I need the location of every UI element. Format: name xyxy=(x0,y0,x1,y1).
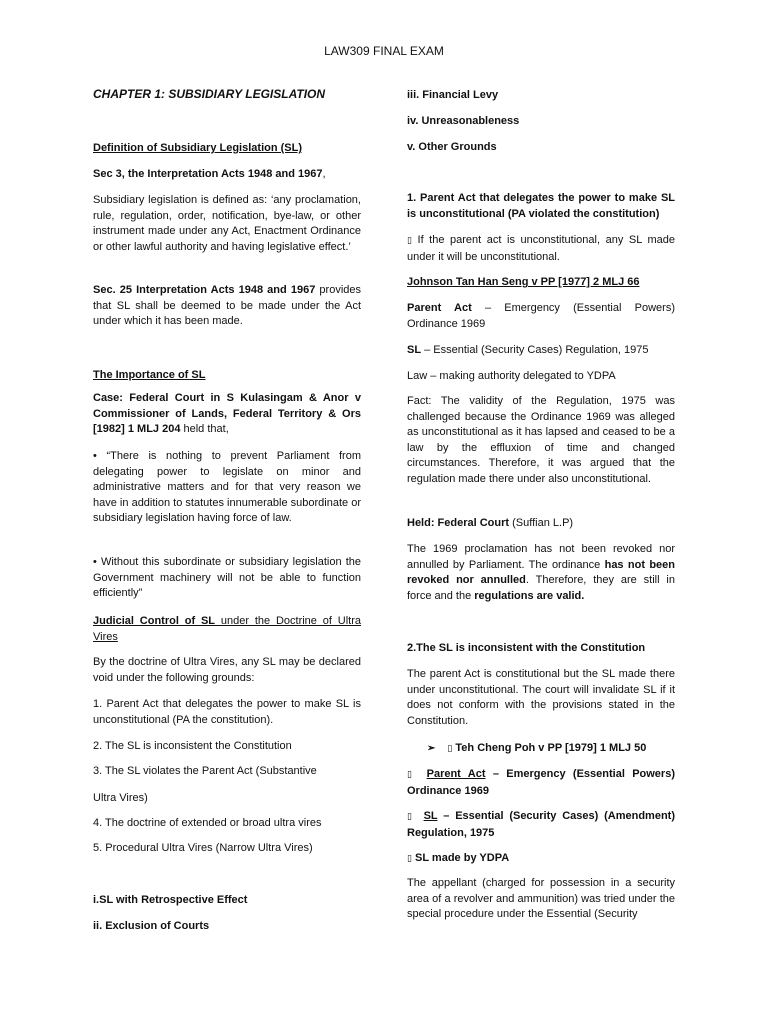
ground-5: 5. Procedural Ultra Vires (Narrow Ultra Vires) xyxy=(93,842,313,854)
subground-ii: ii. Exclusion of Courts xyxy=(93,920,210,932)
sl-text: – Essential (Security Cases) Regulation, 1975 xyxy=(421,344,649,356)
held-rest: (Suffian L.P) xyxy=(509,517,574,529)
parent-act-2-text: – Emergency (Essential Powers) Ordinance 1969 xyxy=(407,768,675,797)
parent-act-text: – Emergency (Essential Powers) Ordinance 1969 xyxy=(407,302,675,330)
point-1-text xyxy=(407,233,675,265)
page-title: LAW309 FINAL EXAM xyxy=(324,44,444,58)
checkbox-glyph-icon: ▯ xyxy=(407,854,412,864)
law-making-line: Law – making authority delegated to YDPA xyxy=(407,370,616,382)
sec3-bold: Sec 3, the Interpretation Acts 1948 and 1967 xyxy=(93,168,323,180)
subground-v: v. Other Grounds xyxy=(407,141,497,153)
checkbox-glyph-icon: ▯ xyxy=(407,812,412,822)
fact-paragraph: Fact: The validity of the Regulation, 1975 was challenged because the Ordinance 1969 was alleged as unconstitutional as it has lapsed and ceased to be a law by the effluxion of time and changed circumstances. Therefore, it was argued that the regulation made there under also unconstitutional. xyxy=(407,395,675,485)
judicial-control-bold: Judicial Control of SL xyxy=(93,615,216,627)
point-2-text: The parent Act is constitutional but the SL made there under unconstitutional. The court will invalidate SL if it does not conform with the provisions stated in the Constitution. xyxy=(407,668,675,727)
arrow-bullet-icon: ➢ xyxy=(427,743,436,754)
judicial-control-heading xyxy=(93,614,361,645)
judicial-control-rest: under the Doctrine of Ultra Vires xyxy=(93,615,361,643)
parent-act-2-line xyxy=(407,767,675,799)
case-paragraph xyxy=(93,391,361,438)
sec25-paragraph xyxy=(93,283,361,330)
quote-bullet-2: • Without this subordinate or subsidiary legislation the Government machinery will not be able to function efficiently” xyxy=(93,556,361,599)
proclamation-b: has not been revoked nor annulled xyxy=(407,558,675,586)
subground-i: i.SL with Retrospective Effect xyxy=(93,894,248,906)
sec3-line xyxy=(93,167,361,183)
case-2-heading: Teh Cheng Poh v PP [1979] 1 MLJ 50 xyxy=(455,742,647,754)
ground-3-cont: Ultra Vires) xyxy=(93,792,148,804)
subground-iii: iii. Financial Levy xyxy=(407,89,499,101)
point-2-heading: 2.The SL is inconsistent with the Constitution xyxy=(407,642,646,654)
ground-2: 2. The SL is inconsistent the Constitution xyxy=(93,740,292,752)
sec25-text: provides that SL shall be deemed to be made under the Act under which it has been made. xyxy=(93,284,361,327)
quote-bullet-1: • “There is nothing to prevent Parliament from delegating power to legislate on minor and administrative matters and for that very reason we have in addition to statutes innumerable subordinate or subsidiary legislation having force of law. xyxy=(93,450,361,524)
case-1-heading: Johnson Tan Han Seng v PP [1977] 2 MLJ 66 xyxy=(407,276,640,288)
parent-act-label: Parent Act xyxy=(407,302,472,314)
proclamation-d: regulations are valid. xyxy=(474,589,585,602)
proclamation-a: The 1969 proclamation has not been revoked nor annulled by Parliament. The ordinance xyxy=(407,543,675,571)
sec25-bold: Sec. 25 Interpretation Acts 1948 and 1967 xyxy=(93,284,316,296)
point-1-heading: 1. Parent Act that delegates the power to make SL is unconstitutional (PA violated the constitution) xyxy=(407,192,675,220)
chapter-heading: CHAPTER 1: SUBSIDIARY LEGISLATION xyxy=(93,87,326,101)
held-bold: Held: Federal Court xyxy=(407,517,510,529)
sl-made-text: SL made by YDPA xyxy=(415,852,510,864)
checkbox-glyph-icon: ▯ xyxy=(407,236,412,246)
sl-2-text: – Essential (Security Cases) (Amendment) Regulation, 1975 xyxy=(407,810,675,839)
sl-2-label: SL xyxy=(423,810,438,822)
point-1-body: If the parent act is unconstitutional, any SL made under it will be unconstitutional. xyxy=(407,234,675,263)
case-tail: held that, xyxy=(180,423,229,435)
subground-iv: iv. Unreasonableness xyxy=(407,115,520,127)
sec3-tail: , xyxy=(322,168,326,180)
held-line xyxy=(407,516,675,532)
sl-2-line xyxy=(407,809,675,841)
sl-line xyxy=(407,343,675,359)
appellant-paragraph: The appellant (charged for possession in a security area of a revolver and ammunition) was tried under the special procedure under the Essential (Security xyxy=(407,877,675,920)
case-citation: Case: Federal Court in S Kulasingam & Anor v Commissioner of Lands, Federal Territory & Ors [1982] 1 MLJ 204 xyxy=(93,392,361,435)
checkbox-glyph-icon: ▯ xyxy=(407,770,412,780)
doctrine-paragraph: By the doctrine of Ultra Vires, any SL may be declared void under the following grounds: xyxy=(93,656,361,684)
case-2-line xyxy=(407,741,675,758)
sl-label: SL xyxy=(407,344,422,356)
importance-heading: The Importance of SL xyxy=(93,369,206,381)
ground-4: 4. The doctrine of extended or broad ultra vires xyxy=(93,817,322,829)
parent-act-line xyxy=(407,301,675,332)
sl-made-line xyxy=(407,851,675,868)
checkbox-glyph-icon: ▯ xyxy=(447,744,453,754)
proclamation-paragraph xyxy=(407,542,675,604)
definition-paragraph: Subsidiary legislation is defined as: ‘any proclamation, rule, regulation, order, notification, bye-law, or other instrument made under any Act, Enactment Ordinance or other lawful authority and having legislative effect.’ xyxy=(93,194,361,253)
ground-3: 3. The SL violates the Parent Act (Substantive xyxy=(93,765,317,777)
ground-1: 1. Parent Act that delegates the power to make SL is unconstitutional (PA the constitution). xyxy=(93,698,361,726)
proclamation-c: . Therefore, they are still in force and the xyxy=(407,574,675,602)
parent-act-2-label: Parent Act xyxy=(426,768,486,780)
definition-heading: Definition of Subsidiary Legislation (SL) xyxy=(93,142,303,154)
